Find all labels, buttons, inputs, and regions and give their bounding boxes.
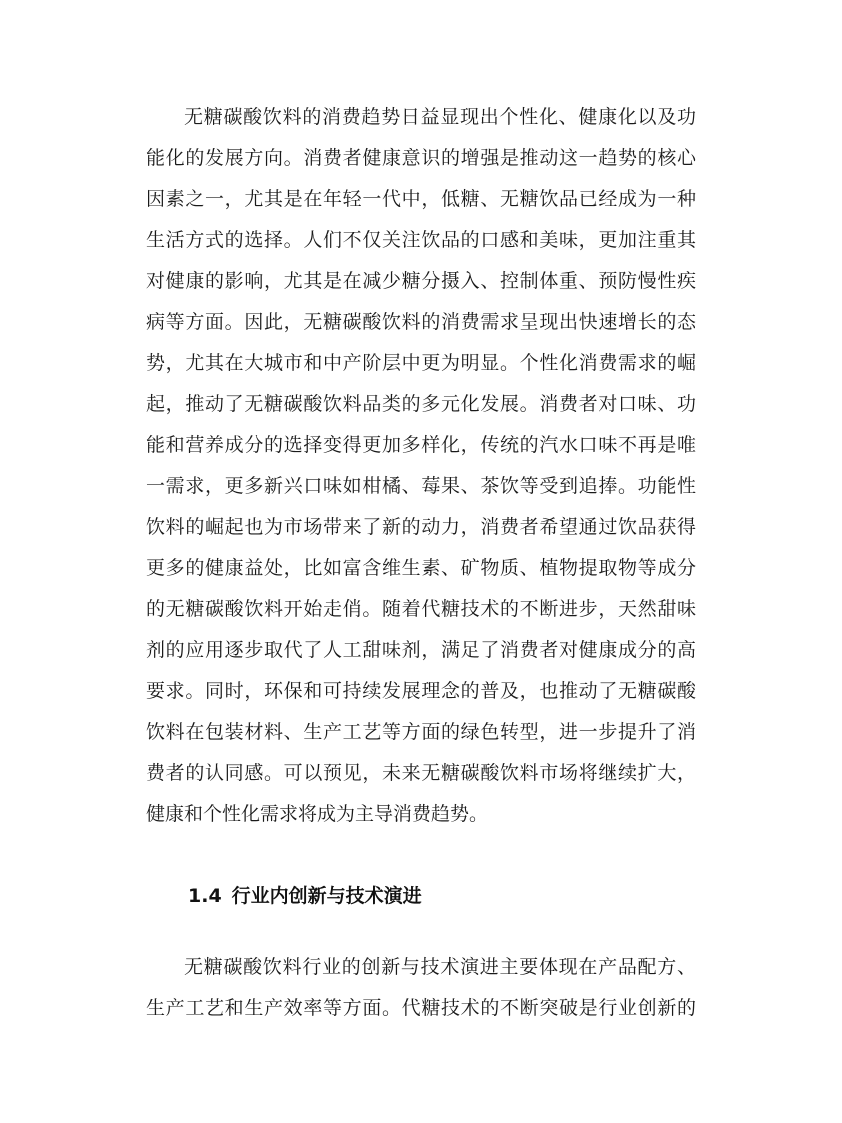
paragraph-line: 更多的健康益处，比如富含维生素、矿物质、植物提取物等成分 <box>146 557 696 579</box>
paragraph-line: 剂的应用逐步取代了人工甜味剂，满足了消费者对健康成分的高 <box>146 639 696 661</box>
paragraph-line: 要求。同时，环保和可持续发展理念的普及，也推动了无糖碳酸 <box>146 680 696 702</box>
paragraph-line: 生活方式的选择。人们不仅关注饮品的口感和美味，更加注重其 <box>146 229 696 251</box>
paragraph-line: 一需求，更多新兴口味如柑橘、莓果、茶饮等受到追捧。功能性 <box>146 475 696 497</box>
paragraph-line: 费者的认同感。可以预见，未来无糖碳酸饮料市场将继续扩大， <box>146 762 696 784</box>
section-heading <box>188 882 422 910</box>
paragraph-line: 无糖碳酸饮料行业的创新与技术演进主要体现在产品配方、 <box>184 956 696 978</box>
paragraph-line: 生产工艺和生产效率等方面。代糖技术的不断突破是行业创新的 <box>146 997 696 1019</box>
paragraph-line: 对健康的影响，尤其是在减少糖分摄入、控制体重、预防慢性疾 <box>146 270 696 292</box>
paragraph-line: 无糖碳酸饮料的消费趋势日益显现出个性化、健康化以及功 <box>184 106 696 128</box>
paragraph-line: 能和营养成分的选择变得更加多样化，传统的汽水口味不再是唯 <box>146 434 696 456</box>
paragraph-line: 病等方面。因此，无糖碳酸饮料的消费需求呈现出快速增长的态 <box>146 311 696 333</box>
paragraph-line: 势，尤其在大城市和中产阶层中更为明显。个性化消费需求的崛 <box>146 352 696 374</box>
paragraph-line: 能化的发展方向。消费者健康意识的增强是推动这一趋势的核心 <box>146 147 696 169</box>
paragraph-line: 起，推动了无糖碳酸饮料品类的多元化发展。消费者对口味、功 <box>146 393 696 415</box>
paragraph-line: 健康和个性化需求将成为主导消费趋势。 <box>146 803 489 825</box>
paragraph-line: 因素之一，尤其是在年轻一代中，低糖、无糖饮品已经成为一种 <box>146 188 696 210</box>
paragraph-line: 饮料的崛起也为市场带来了新的动力，消费者希望通过饮品获得 <box>146 516 696 538</box>
section-number: 1.4 <box>188 885 222 907</box>
paragraph-line: 的无糖碳酸饮料开始走俏。随着代糖技术的不断进步，天然甜味 <box>146 598 696 620</box>
paragraph-line: 饮料在包装材料、生产工艺等方面的绿色转型，进一步提升了消 <box>146 721 696 743</box>
section-title: 行业内创新与技术演进 <box>231 885 422 907</box>
